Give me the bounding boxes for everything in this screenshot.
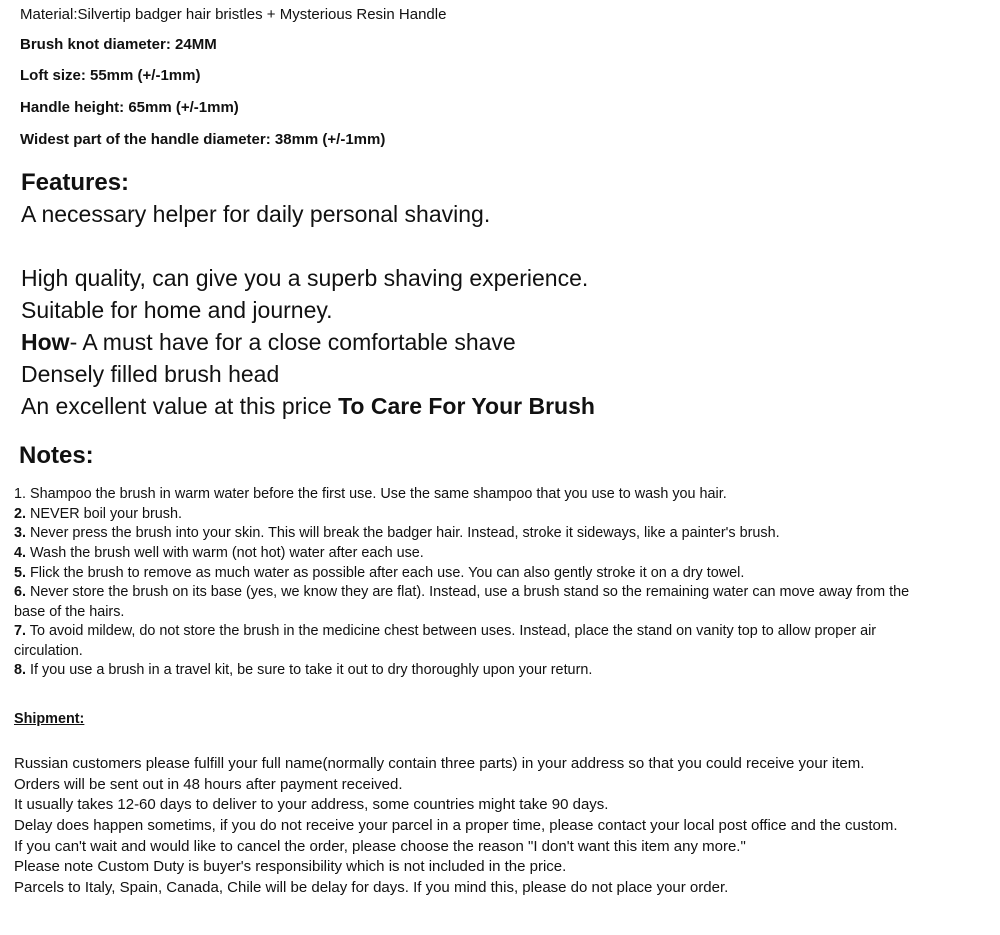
feature-line-5: Densely filled brush head: [21, 361, 280, 387]
note-number: 8.: [14, 662, 27, 678]
note-text: NEVER boil your brush.: [26, 506, 182, 522]
care-heading: To Care For Your Brush: [338, 393, 595, 419]
shipment-line-2: Orders will be sent out in 48 hours after payment received.: [14, 776, 403, 793]
note-text: Never store the brush on its base (yes, we know they are flat). Instead, use a brush stand so the remaining water can move away from the: [26, 584, 910, 600]
note-text: Shampoo the brush in warm water before the first use. Use the same shampoo that you use to wash you hair.: [26, 486, 727, 502]
note-number: 2.: [14, 506, 27, 522]
note-item-8: [14, 662, 592, 678]
shipment-line-5: If you can't wait and would like to cancel the order, please choose the reason "I don't want this item any more.": [14, 838, 746, 855]
feature-line-6: [21, 393, 595, 420]
spec-knot-diameter: Brush knot diameter: 24MM: [20, 36, 217, 53]
spec-handle-diameter: Widest part of the handle diameter: 38mm (+/-1mm): [20, 131, 386, 148]
note-number: 7.: [14, 623, 27, 639]
spec-handle-height: Handle height: 65mm (+/-1mm): [20, 99, 239, 116]
note-item-1: [14, 486, 727, 502]
note-text: If you use a brush in a travel kit, be sure to take it out to dry thoroughly upon your return.: [26, 662, 593, 678]
shipment-heading: Shipment:: [14, 711, 85, 727]
note-text: To avoid mildew, do not store the brush in the medicine chest between uses. Instead, place the stand on vanity top to allow proper air: [26, 623, 877, 639]
shipment-line-6: Please note Custom Duty is buyer's responsibility which is not included in the price.: [14, 858, 567, 875]
feature-how-text: - A must have for a close comfortable shave: [69, 329, 516, 355]
shipment-line-1: Russian customers please fulfill your full name(normally contain three parts) in your address so that you could receive your item.: [14, 755, 865, 772]
shipment-line-4: Delay does happen sometims, if you do not receive your parcel in a proper time, please contact your local post office and the custom.: [14, 817, 898, 834]
feature-line-3: Suitable for home and journey.: [21, 297, 333, 323]
feature-value-text: An excellent value at this price: [21, 393, 339, 419]
note-item-6: [14, 584, 909, 600]
note-text: Wash the brush well with warm (not hot) water after each use.: [26, 545, 424, 561]
note-item-7: [14, 623, 876, 639]
note-text: Never press the brush into your skin. This will break the badger hair. Instead, stroke it sideways, like a painter's brush.: [26, 525, 780, 541]
note-item-5: [14, 565, 744, 581]
note-number: 1.: [14, 486, 27, 502]
note-text: Flick the brush to remove as much water as possible after each use. You can also gently stroke it on a dry towel.: [26, 565, 745, 581]
note-item-2: [14, 506, 182, 522]
note-item-4: [14, 545, 424, 561]
note-item-6-continued: base of the hairs.: [14, 604, 125, 620]
feature-line-1: A necessary helper for daily personal shaving.: [21, 201, 491, 227]
note-number: 3.: [14, 525, 27, 541]
features-heading: Features:: [21, 169, 130, 196]
notes-heading: Notes:: [19, 442, 94, 469]
feature-line-4: [21, 329, 516, 356]
note-item-7-continued: circulation.: [14, 643, 83, 659]
spec-loft-size: Loft size: 55mm (+/-1mm): [20, 67, 201, 84]
note-item-3: [14, 525, 780, 541]
feature-how-label: How: [21, 329, 70, 355]
feature-line-2: High quality, can give you a superb shaving experience.: [21, 265, 589, 291]
note-number: 5.: [14, 565, 27, 581]
shipment-line-7: Parcels to Italy, Spain, Canada, Chile will be delay for days. If you mind this, please do not place your order.: [14, 879, 729, 896]
spec-material: Material:Silvertip badger hair bristles + Mysterious Resin Handle: [20, 6, 447, 23]
note-number: 6.: [14, 584, 27, 600]
note-number: 4.: [14, 545, 27, 561]
shipment-line-3: It usually takes 12-60 days to deliver to your address, some countries might take 90 days.: [14, 796, 609, 813]
